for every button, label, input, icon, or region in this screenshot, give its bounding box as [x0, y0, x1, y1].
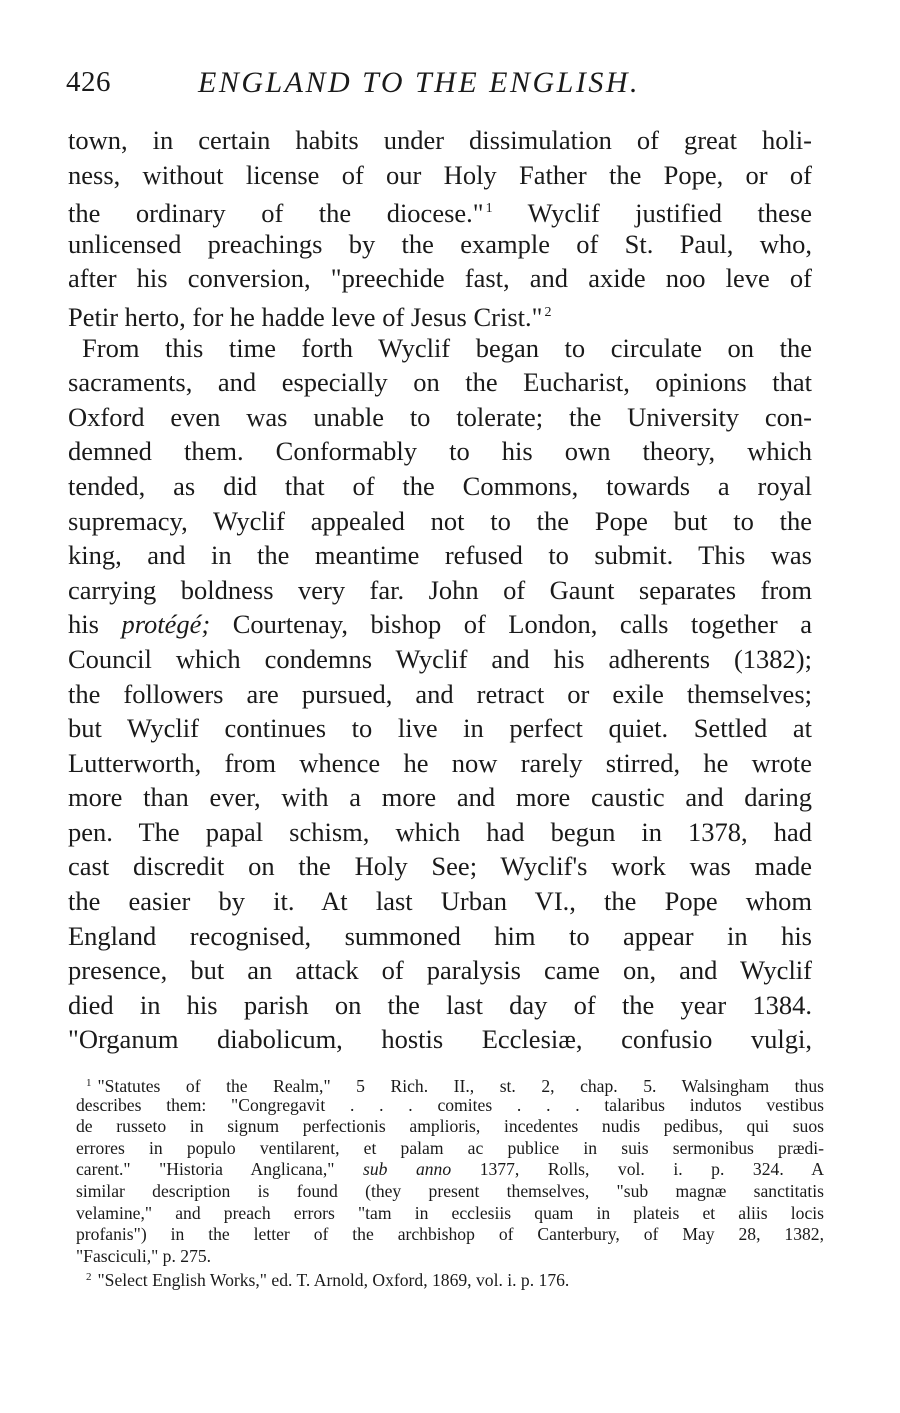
- text-span: his: [68, 609, 122, 640]
- footnote-1-line: [76, 1073, 824, 1095]
- footnote-1-line: errores in populo ventilarent, et palam ac publice in suis sermonibus prædi-: [76, 1137, 824, 1158]
- text-line: supremacy, Wyclif appealed not to the Pope but to the: [68, 505, 812, 536]
- text-line: after his conversion, "preechide fast, and axide noo leve of: [68, 263, 812, 294]
- text-span: carent." "Historia Anglicana,": [76, 1159, 363, 1180]
- text-span: 1377, Rolls, vol. i. p. 324. A: [451, 1159, 824, 1180]
- text-line: tended, as did that of the Commons, towards a royal: [68, 470, 812, 501]
- footnote-2-mark: 2: [86, 1271, 92, 1284]
- page-header: [66, 66, 826, 110]
- text-line: ness, without license of our Holy Father the Pope, or of: [68, 159, 812, 190]
- footnote-1-line: describes them: "Congregavit . . . comites . . . talaribus indutos vestibus: [76, 1094, 824, 1115]
- italic-word: protégé;: [121, 609, 211, 640]
- footnote-1-line: de russeto in signum perfectionis amplioris, incedentes nudis pedibus, qui suos: [76, 1116, 824, 1137]
- text-line: [68, 296, 812, 331]
- running-title: ENGLAND TO THE ENGLISH.: [198, 66, 641, 99]
- text-line: died in his parish on the last day of the year 1384.: [68, 989, 812, 1020]
- footnote-1-line: profanis") in the letter of the archbishop of Canterbury, of May 28, 1382,: [76, 1224, 824, 1245]
- footnote-reference-1: 1: [485, 201, 493, 217]
- text-span: Courtenay, bishop of London, calls together a: [210, 609, 812, 640]
- text-line: "Organum diabolicum, hostis Ecclesiæ, confusio vulgi,: [68, 1024, 812, 1055]
- footnote-1-line: velamine," and preach errors "tam in ecclesiis quam in plateis et aliis locis: [76, 1202, 824, 1223]
- text-line: carrying boldness very far. John of Gaunt separates from: [68, 574, 812, 605]
- text-line: [68, 607, 812, 642]
- text-line: sacraments, and especially on the Eucharist, opinions that: [68, 367, 812, 398]
- text-span: Petir herto, for he hadde leve of Jesus Crist.": [68, 301, 543, 332]
- text-line: pen. The papal schism, which had begun in 1378, had: [68, 816, 812, 847]
- text-line: town, in certain habits under dissimulation of great holi-: [68, 125, 812, 155]
- text-span: "Statutes of the Realm," 5 Rich. II., st. 2, chap. 5. Walsingham thus: [97, 1076, 824, 1096]
- footnotes: [76, 1073, 824, 1289]
- text-line: the followers are pursued, and retract or exile themselves;: [68, 678, 812, 709]
- footnote-1-line: similar description is found (they present themselves, "sub magnæ sanctitatis: [76, 1180, 824, 1201]
- text-line: demned them. Conformably to his own theory, which: [68, 436, 812, 467]
- text-line: England recognised, summoned him to appear in his: [68, 920, 812, 951]
- text-line: Lutterworth, from whence he now rarely stirred, he wrote: [68, 747, 812, 778]
- page-number: 426: [66, 66, 111, 98]
- text-line: From this time forth Wyclif began to circulate on the: [82, 332, 812, 363]
- footnote-1-line: "Fasciculi," p. 275.: [76, 1245, 212, 1266]
- body-text: [68, 123, 812, 1057]
- text-line: Council which condemns Wyclif and his adherents (1382);: [68, 643, 812, 674]
- text-span: Wyclif justified these: [492, 198, 812, 229]
- text-line: [68, 192, 812, 227]
- text-line: presence, but an attack of paralysis came on, and Wyclif: [68, 955, 812, 986]
- italic-phrase: sub anno: [362, 1159, 452, 1180]
- footnote-1-line: [76, 1159, 824, 1181]
- text-line: king, and in the meantime refused to submit. This was: [68, 540, 812, 571]
- footnote-1-mark: 1: [86, 1077, 92, 1089]
- text-line: Oxford even was unable to tolerate; the University con-: [68, 401, 812, 432]
- text-span: "Select English Works," ed. T. Arnold, Oxford, 1869, vol. i. p. 176.: [97, 1270, 570, 1291]
- footnote-reference-2: 2: [544, 304, 552, 320]
- text-line: more than ever, with a more and more caustic and daring: [68, 782, 812, 813]
- text-line: unlicensed preachings by the example of St. Paul, who,: [68, 228, 812, 259]
- text-line: cast discredit on the Holy See; Wyclif's work was made: [68, 851, 812, 882]
- footnote-2-line: [76, 1267, 824, 1289]
- text-line: the easier by it. At last Urban VI., the Pope whom: [68, 886, 812, 917]
- text-line: but Wyclif continues to live in perfect quiet. Settled at: [68, 713, 812, 744]
- text-span: the ordinary of the diocese.": [68, 198, 484, 229]
